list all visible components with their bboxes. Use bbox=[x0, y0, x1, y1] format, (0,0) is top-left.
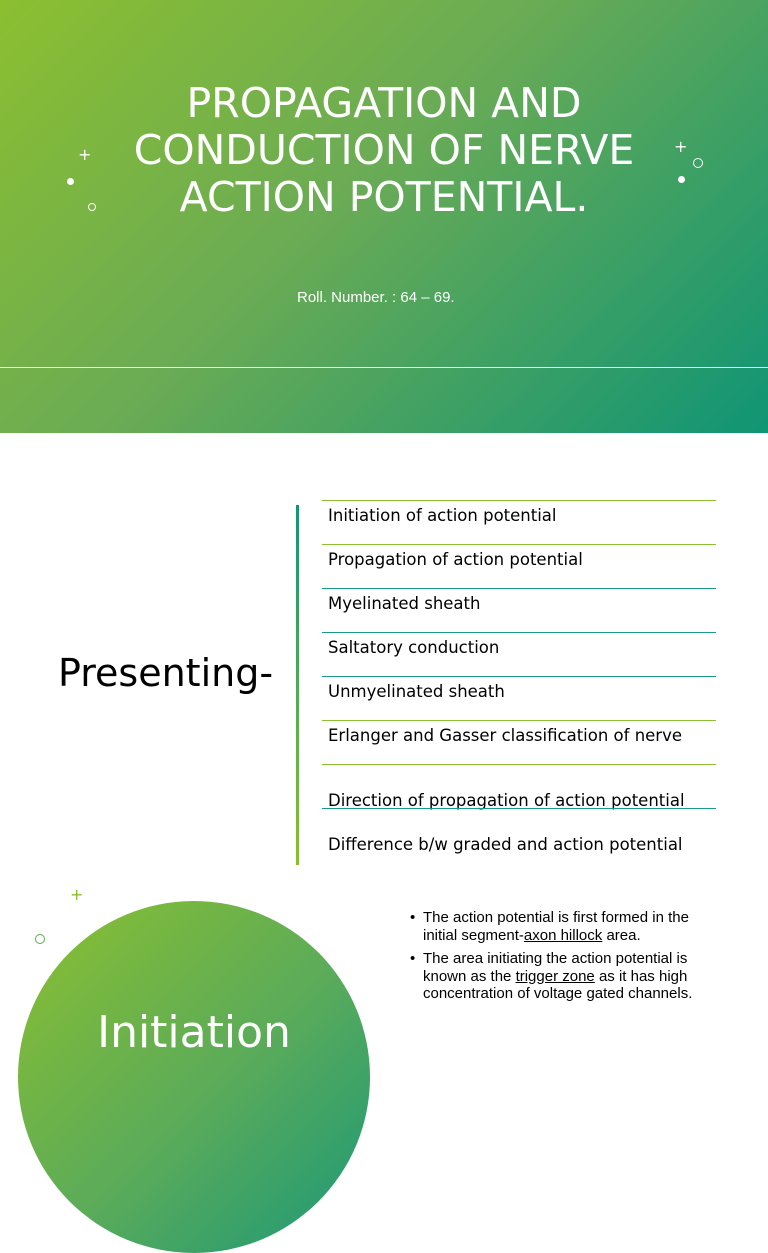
bullet-text: area. bbox=[602, 926, 641, 944]
ring-icon bbox=[35, 934, 45, 944]
agenda-item-label: Saltatory conduction bbox=[328, 638, 500, 657]
bullet-item bbox=[410, 909, 710, 944]
title-slide bbox=[0, 0, 768, 433]
bullet-text: as it has high concentration of voltage gated channels. bbox=[423, 967, 693, 1002]
agenda-item bbox=[322, 720, 716, 764]
bullet-text: The action potential is first formed in the initial segment- bbox=[423, 909, 689, 944]
slide-subtitle: Roll. Number. : 64 – 69. bbox=[297, 289, 455, 306]
initiation-slide bbox=[0, 865, 768, 1058]
accent-bar bbox=[296, 505, 299, 867]
dot-icon bbox=[67, 178, 74, 185]
bullet-text: The area initiating the action potential is known as the bbox=[423, 950, 688, 985]
dot-icon bbox=[678, 176, 685, 183]
agenda-item-label: Direction of propagation of action potential bbox=[328, 791, 685, 810]
agenda-item bbox=[322, 500, 716, 544]
ring-icon bbox=[693, 158, 703, 168]
agenda-item bbox=[322, 588, 716, 632]
agenda-item bbox=[322, 676, 716, 720]
agenda-item-label: Myelinated sheath bbox=[328, 594, 481, 613]
ring-icon bbox=[88, 203, 96, 211]
title-circle bbox=[18, 901, 370, 1253]
agenda-list bbox=[322, 500, 716, 852]
slide-title: PROPAGATION AND CONDUCTION OF NERVE ACTION POTENTIAL. bbox=[133, 79, 635, 221]
agenda-heading: Presenting- bbox=[58, 651, 274, 695]
plus-icon: + bbox=[70, 885, 84, 904]
agenda-item-label: Initiation of action potential bbox=[328, 506, 557, 525]
agenda-item-label: Unmyelinated sheath bbox=[328, 682, 505, 701]
agenda-slide bbox=[0, 433, 768, 865]
bullet-item bbox=[410, 950, 710, 1003]
divider-line bbox=[0, 367, 768, 368]
agenda-item bbox=[322, 764, 716, 808]
agenda-item bbox=[322, 544, 716, 588]
section-title: Initiation bbox=[97, 1007, 291, 1058]
agenda-item bbox=[322, 808, 716, 852]
agenda-item-label: Erlanger and Gasser classification of nerve bbox=[328, 726, 683, 745]
term-link: trigger zone bbox=[515, 967, 595, 985]
agenda-item-label: Difference b/w graded and action potential bbox=[328, 835, 683, 854]
plus-icon: + bbox=[674, 137, 688, 156]
agenda-item-label: Propagation of action potential bbox=[328, 550, 583, 569]
bullet-list bbox=[410, 909, 710, 1009]
agenda-item bbox=[322, 632, 716, 676]
term-link: axon hillock bbox=[523, 926, 603, 944]
plus-icon: + bbox=[78, 145, 92, 164]
